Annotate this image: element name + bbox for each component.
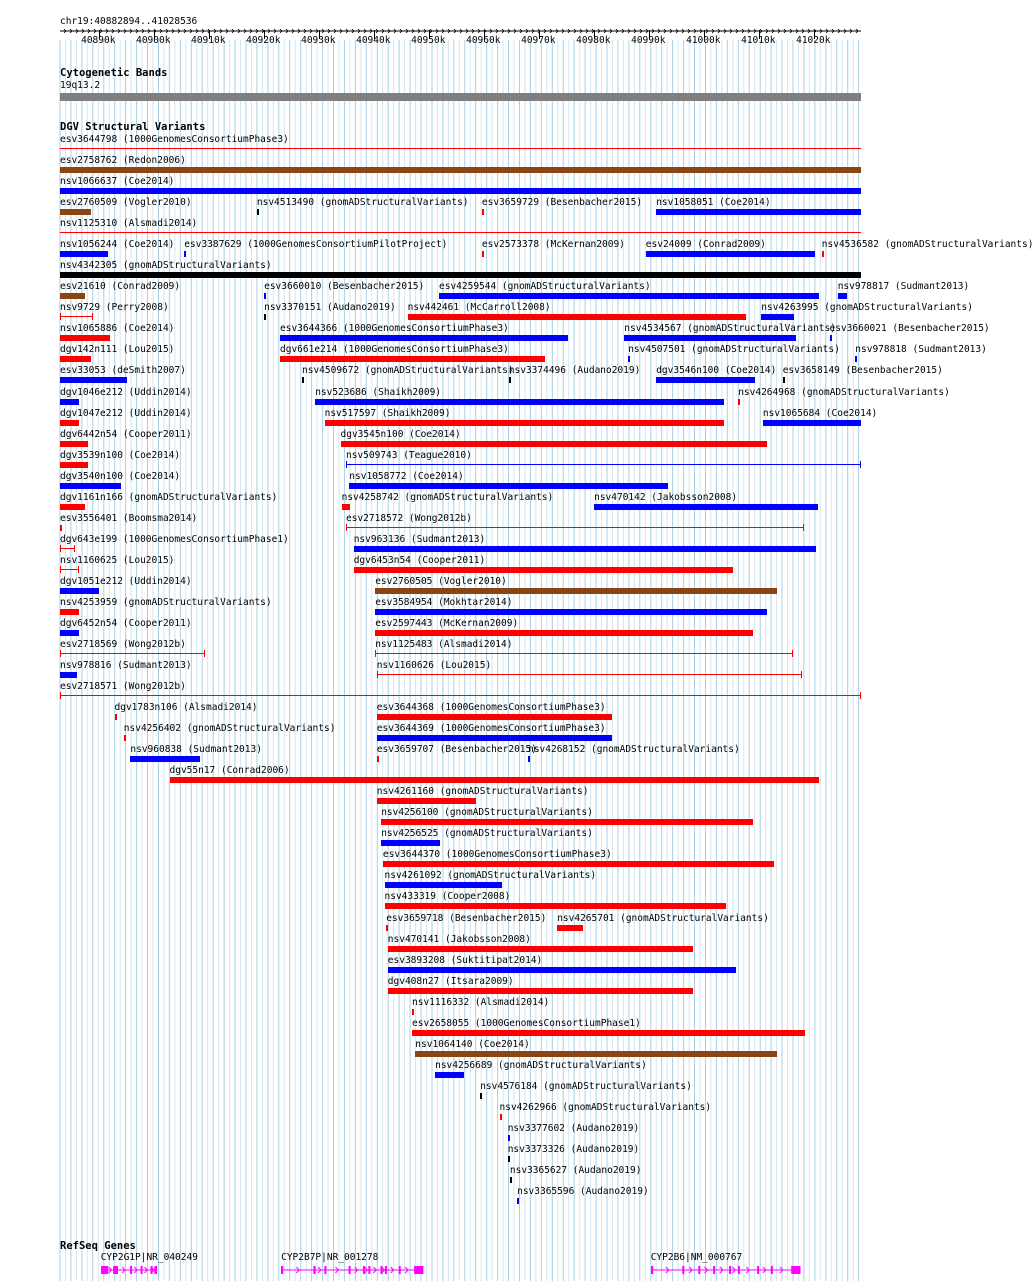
variant-label: dgv6442n54 (Cooper2011) xyxy=(60,428,192,440)
variant-label: esv3644370 (1000GenomesConsortiumPhase3) xyxy=(382,849,612,861)
variant-label: dgv1161n166 (gnomADStructuralVariants) xyxy=(60,491,278,503)
variant-bar[interactable] xyxy=(60,483,121,489)
variant-label: esv2718572 (Wong2012b) xyxy=(346,512,472,524)
variant-label: nsv4258742 (gnomADStructuralVariants) xyxy=(341,491,554,503)
variant-bar[interactable] xyxy=(528,756,530,762)
variant-bar[interactable] xyxy=(439,293,819,299)
variant-label: dgv6453n54 (Cooper2011) xyxy=(353,554,486,566)
gene-exon xyxy=(324,1266,326,1274)
gene-exon xyxy=(368,1266,370,1274)
gene-exon xyxy=(130,1266,132,1274)
variant-label: dgv643e199 (1000GenomesConsortiumPhase1) xyxy=(60,533,289,545)
variant-label: esv24009 (Conrad2009) xyxy=(645,239,766,251)
variant-bar[interactable] xyxy=(341,441,767,447)
variant-label: esv2758762 (Redon2006) xyxy=(60,155,186,166)
variant-bar[interactable] xyxy=(388,967,736,973)
variant-bar[interactable] xyxy=(482,209,484,215)
variant-label: nsv1058772 (Coe2014) xyxy=(349,470,464,482)
variant-bar[interactable] xyxy=(280,335,568,341)
variant-label: esv3556401 (Boomsma2014) xyxy=(60,512,198,524)
variant-label: nsv4256689 (gnomADStructuralVariants) xyxy=(435,1059,647,1071)
variant-bar[interactable] xyxy=(354,567,734,573)
variant-bar[interactable] xyxy=(412,1030,805,1036)
variant-label: esv3893208 (Suktitipat2014) xyxy=(387,954,543,966)
variant-bar[interactable] xyxy=(855,356,857,362)
variant-bar[interactable] xyxy=(375,630,753,636)
variant-label: esv33053 (deSmith2007) xyxy=(60,365,186,377)
variant-bar[interactable] xyxy=(264,314,266,320)
variant-bar[interactable] xyxy=(761,314,794,320)
variant-label: nsv4256402 (gnomADStructuralVariants) xyxy=(123,723,336,735)
variant-label: nsv4507501 (gnomADStructuralVariants) xyxy=(628,344,840,356)
variant-bar[interactable] xyxy=(60,356,91,362)
gene-exon xyxy=(154,1266,157,1274)
variant-label: nsv4253959 (gnomADStructuralVariants) xyxy=(60,596,272,608)
variant-bar[interactable] xyxy=(480,1093,482,1099)
variant-label: esv2597443 (McKernan2009) xyxy=(375,617,519,629)
gene-exon xyxy=(757,1266,759,1274)
variant-bar[interactable] xyxy=(500,1114,502,1120)
variant-label: esv3659707 (Besenbacher2015) xyxy=(376,744,537,756)
variant-bar[interactable] xyxy=(377,674,802,675)
variant-label: dgv3545n100 (Coe2014) xyxy=(340,428,461,440)
variant-bar[interactable] xyxy=(346,527,804,528)
variant-label: esv4259544 (gnomADStructuralVariants) xyxy=(439,281,651,293)
variant-bar[interactable] xyxy=(60,462,88,468)
variant-bar[interactable] xyxy=(388,988,693,994)
variant-label: esv3659729 (Besenbacher2015) xyxy=(481,197,643,209)
ruler-tick-label: 40930k xyxy=(301,35,336,46)
variant-bar[interactable] xyxy=(115,714,117,720)
variant-label: nsv523686 (Shaikh2009) xyxy=(315,386,442,398)
gene-exon xyxy=(140,1266,142,1274)
variant-bar[interactable] xyxy=(646,251,815,257)
variant-bar[interactable] xyxy=(375,653,792,654)
variant-label: nsv3374496 (Audano2019) xyxy=(508,365,641,377)
variant-bar[interactable] xyxy=(60,653,205,654)
gene-exon xyxy=(791,1266,800,1274)
variant-bar[interactable] xyxy=(60,209,91,215)
variant-label: esv3660021 (Besenbacher2015) xyxy=(829,323,990,335)
variant-label: nsv1065886 (Coe2014) xyxy=(60,323,175,335)
gene-exon xyxy=(414,1266,423,1274)
ruler-tick-label: 40990k xyxy=(631,35,666,46)
variant-label: nsv960838 (Sudmant2013) xyxy=(130,744,262,756)
variant-bar[interactable] xyxy=(415,1051,777,1057)
variant-label: nsv433319 (Cooper2008) xyxy=(384,891,511,903)
variant-bar[interactable] xyxy=(60,377,127,383)
variant-label: nsv3377602 (Audano2019) xyxy=(507,1122,640,1134)
gene-model[interactable] xyxy=(100,1263,160,1277)
variant-bar[interactable] xyxy=(377,714,612,720)
variant-bar[interactable] xyxy=(381,819,753,825)
variant-label: nsv1160626 (Lou2015) xyxy=(376,660,492,671)
variant-label: nsv4268152 (gnomADStructuralVariants) xyxy=(528,744,740,756)
cytoband-track-title: Cytogenetic Bands xyxy=(60,67,168,79)
variant-label: dgv1783n106 (Alsmadi2014) xyxy=(114,702,258,714)
gene-exon xyxy=(698,1266,700,1274)
variant-bar[interactable] xyxy=(375,609,767,615)
variant-bar[interactable] xyxy=(510,1177,512,1183)
variant-label: nsv978816 (Sudmant2013) xyxy=(60,660,192,671)
variant-bar[interactable] xyxy=(377,735,612,741)
variant-bar[interactable] xyxy=(838,293,847,299)
variant-bar[interactable] xyxy=(377,756,379,762)
variant-label: nsv4262966 (gnomADStructuralVariants) xyxy=(499,1101,712,1113)
ruler-tick-label: 40920k xyxy=(246,35,281,46)
variant-label: esv21610 (Conrad2009) xyxy=(60,281,181,293)
variant-label: nsv442461 (McCarroll2008) xyxy=(407,302,551,314)
variant-label: nsv1058051 (Coe2014) xyxy=(656,197,771,209)
variant-bar[interactable] xyxy=(60,609,79,615)
variant-bar[interactable] xyxy=(517,1198,519,1204)
variant-label: nsv470142 (Jakobsson2008) xyxy=(594,491,738,503)
variant-bar[interactable] xyxy=(594,504,818,510)
variant-label: nsv4536582 (gnomADStructuralVariants) xyxy=(821,239,1033,251)
variant-label: nsv1066637 (Coe2014) xyxy=(60,176,175,188)
variant-label: dgv1051e212 (Uddin2014) xyxy=(60,575,192,587)
variant-label: dgv408n27 (Itsara2009) xyxy=(387,975,514,987)
gene-exon xyxy=(651,1266,653,1274)
variant-label: dgv55n17 (Conrad2006) xyxy=(169,765,290,777)
variant-label: nsv4513490 (gnomADStructuralVariants) xyxy=(256,197,469,209)
variant-bar[interactable] xyxy=(60,399,79,405)
variant-bar[interactable] xyxy=(375,588,777,594)
variant-bar[interactable] xyxy=(60,569,79,570)
gene-exon xyxy=(682,1266,684,1274)
variant-bar[interactable] xyxy=(60,232,861,233)
variant-bar[interactable] xyxy=(60,548,75,549)
gene-exon xyxy=(281,1266,283,1274)
variant-label: dgv142n111 (Lou2015) xyxy=(60,344,175,356)
gene-exon xyxy=(729,1266,731,1274)
variant-bar[interactable] xyxy=(60,167,861,173)
variant-bar[interactable] xyxy=(385,903,726,909)
variant-label: dgv3540n100 (Coe2014) xyxy=(60,470,181,482)
gene-model[interactable] xyxy=(280,1263,426,1277)
variant-bar[interactable] xyxy=(280,356,545,362)
variant-label: nsv517597 (Shaikh2009) xyxy=(324,407,451,419)
variant-label: esv3644369 (1000GenomesConsortiumPhase3) xyxy=(376,723,606,735)
variant-label: nsv4261092 (gnomADStructuralVariants) xyxy=(384,870,597,882)
ruler-tick-label: 41000k xyxy=(686,35,721,46)
ruler-tick-label: 41020k xyxy=(796,35,831,46)
variant-bar[interactable] xyxy=(130,756,199,762)
variant-bar[interactable] xyxy=(315,399,724,405)
gene-model[interactable] xyxy=(650,1263,804,1277)
variant-bar[interactable] xyxy=(60,504,85,510)
variant-bar[interactable] xyxy=(482,251,484,257)
variant-label: nsv1125483 (Alsmadi2014) xyxy=(375,639,513,650)
variant-label: esv3644366 (1000GenomesConsortiumPhase3) xyxy=(280,323,509,335)
variant-bar[interactable] xyxy=(508,1156,510,1162)
variant-bar[interactable] xyxy=(783,377,785,383)
variant-bar[interactable] xyxy=(60,293,85,299)
variant-bar[interactable] xyxy=(656,377,754,383)
variant-label: nsv4263995 (gnomADStructuralVariants) xyxy=(761,302,973,314)
variant-bar[interactable] xyxy=(60,420,79,426)
variant-bar[interactable] xyxy=(435,1072,464,1078)
gene-exon xyxy=(363,1266,365,1274)
variant-bar[interactable] xyxy=(624,335,796,341)
variant-bar[interactable] xyxy=(738,399,740,405)
variant-label: nsv4534567 (gnomADStructuralVariants) xyxy=(624,323,836,335)
gene-exon xyxy=(101,1266,108,1274)
variant-bar[interactable] xyxy=(60,630,79,636)
variant-label: nsv4256525 (gnomADStructuralVariants) xyxy=(381,828,593,840)
variant-bar[interactable] xyxy=(412,1009,414,1015)
gene-exon xyxy=(313,1266,315,1274)
variant-label: nsv1116332 (Alsmadi2014) xyxy=(412,996,550,1008)
variant-label: dgv1046e212 (Uddin2014) xyxy=(60,386,192,398)
variant-label: nsv3365596 (Audano2019) xyxy=(517,1186,649,1197)
dgv-track-title: DGV Structural Variants xyxy=(60,121,206,133)
variant-bar[interactable] xyxy=(60,525,62,531)
gene-label: CYP2B7P|NR_001278 xyxy=(281,1252,379,1263)
variant-bar[interactable] xyxy=(184,251,186,257)
gene-exon xyxy=(738,1266,740,1274)
variant-bar[interactable] xyxy=(349,483,668,489)
variant-label: esv2718571 (Wong2012b) xyxy=(60,681,186,692)
variant-label: dgv3539n100 (Coe2014) xyxy=(60,449,181,461)
variant-label: nsv1056244 (Coe2014) xyxy=(60,239,175,251)
variant-label: esv3644368 (1000GenomesConsortiumPhase3) xyxy=(376,702,606,714)
variant-label: nsv4265701 (gnomADStructuralVariants) xyxy=(557,912,769,924)
variant-bar[interactable] xyxy=(354,546,817,552)
variant-bar[interactable] xyxy=(656,209,861,215)
variant-bar[interactable] xyxy=(385,882,502,888)
variant-bar[interactable] xyxy=(60,148,861,149)
variant-label: esv3659718 (Besenbacher2015) xyxy=(386,912,547,924)
variant-label: nsv963136 (Sudmant2013) xyxy=(353,533,486,545)
variant-bar[interactable] xyxy=(124,735,126,741)
variant-label: esv2718569 (Wong2012b) xyxy=(60,639,186,650)
gene-exon xyxy=(771,1266,773,1274)
variant-label: nsv3373326 (Audano2019) xyxy=(507,1143,640,1155)
ruler-tick-label: 40970k xyxy=(521,35,556,46)
variant-bar[interactable] xyxy=(60,188,861,194)
variant-bar[interactable] xyxy=(170,777,819,783)
variant-label: esv2573378 (McKernan2009) xyxy=(481,239,625,251)
variant-label: esv2760509 (Vogler2010) xyxy=(60,197,192,209)
variant-bar[interactable] xyxy=(264,293,266,299)
variant-label: esv3660010 (Besenbacher2015) xyxy=(264,281,425,293)
variant-label: nsv4342305 (gnomADStructuralVariants) xyxy=(60,260,272,272)
variant-bar[interactable] xyxy=(408,314,746,320)
variant-label: nsv4509672 (gnomADStructuralVariants) xyxy=(302,365,514,377)
variant-label: esv3644798 (1000GenomesConsortiumPhase3) xyxy=(60,134,289,145)
variant-bar[interactable] xyxy=(763,420,861,426)
variant-label: esv3584954 (Mokhtar2014) xyxy=(375,596,513,608)
gene-exon xyxy=(349,1266,351,1274)
cytoband-label: 19q13.2 xyxy=(60,80,101,91)
variant-bar[interactable] xyxy=(302,377,304,383)
variant-bar[interactable] xyxy=(60,272,861,278)
variant-bar[interactable] xyxy=(508,1135,510,1141)
variant-label: dgv3546n100 (Coe2014) xyxy=(656,365,777,377)
variant-bar[interactable] xyxy=(60,441,88,447)
gene-exon xyxy=(713,1266,715,1274)
variant-bar[interactable] xyxy=(557,925,583,931)
variant-label: nsv4261160 (gnomADStructuralVariants) xyxy=(376,786,589,798)
gene-label: CYP2B6|NM_000767 xyxy=(650,1252,743,1263)
variant-bar[interactable] xyxy=(830,335,832,341)
variant-bar[interactable] xyxy=(346,464,861,465)
ruler-tick-label: 40980k xyxy=(576,35,611,46)
variant-label: nsv1065684 (Coe2014) xyxy=(762,407,878,419)
variant-bar[interactable] xyxy=(381,840,440,846)
ruler-tick-label: 40960k xyxy=(466,35,501,46)
ruler-tick-label: 40900k xyxy=(136,35,171,46)
variant-bar[interactable] xyxy=(388,946,693,952)
variant-label: nsv9729 (Perry2008) xyxy=(60,302,169,314)
variant-label: dgv1047e212 (Uddin2014) xyxy=(60,407,192,419)
variant-label: nsv4576184 (gnomADStructuralVariants) xyxy=(480,1080,692,1092)
variant-bar[interactable] xyxy=(60,316,93,317)
gene-exon xyxy=(113,1266,118,1274)
variant-label: dgv661e214 (1000GenomesConsortiumPhase3) xyxy=(280,344,509,356)
variant-bar[interactable] xyxy=(60,672,77,678)
variant-label: nsv1125310 (Alsmadi2014) xyxy=(60,218,198,230)
region-label: chr19:40882894..41028536 xyxy=(60,16,198,27)
variant-bar[interactable] xyxy=(386,925,388,931)
variant-bar[interactable] xyxy=(60,588,99,594)
gene-exon xyxy=(381,1266,383,1274)
variant-label: esv2760505 (Vogler2010) xyxy=(375,575,507,587)
cytoband-bar[interactable] xyxy=(60,93,861,101)
ruler-tick-label: 41010k xyxy=(741,35,776,46)
variant-label: nsv1064140 (Coe2014) xyxy=(415,1038,530,1050)
ruler-tick-label: 40940k xyxy=(356,35,391,46)
variant-bar[interactable] xyxy=(342,504,350,510)
variant-label: nsv470141 (Jakobsson2008) xyxy=(387,933,531,945)
variant-bar[interactable] xyxy=(822,251,824,257)
variant-label: nsv3365627 (Audano2019) xyxy=(509,1165,642,1176)
variant-label: esv3658149 (Besenbacher2015) xyxy=(782,365,943,377)
variant-label: nsv509743 (Teague2010) xyxy=(346,449,472,461)
gene-exon xyxy=(385,1266,387,1274)
ruler-tick-label: 40950k xyxy=(411,35,446,46)
variant-label: dgv6452n54 (Cooper2011) xyxy=(60,617,192,629)
variant-bar[interactable] xyxy=(383,861,775,867)
ruler-tick-label: 40910k xyxy=(191,35,226,46)
variant-bar[interactable] xyxy=(509,377,511,383)
refseq-track-title: RefSeq Genes xyxy=(60,1240,136,1252)
variant-label: nsv1160625 (Lou2015) xyxy=(60,554,175,566)
variant-label: esv3387629 (1000GenomesConsortiumPilotProject) xyxy=(184,239,448,251)
variant-bar[interactable] xyxy=(60,251,108,257)
ruler-tick-label: 40890k xyxy=(81,35,116,46)
variant-bar[interactable] xyxy=(325,420,724,426)
gene-exon xyxy=(399,1266,401,1274)
variant-bar[interactable] xyxy=(628,356,630,362)
variant-bar[interactable] xyxy=(60,335,110,341)
variant-bar[interactable] xyxy=(377,798,476,804)
variant-label: nsv978817 (Sudmant2013) xyxy=(837,281,970,293)
variant-label: esv2658055 (1000GenomesConsortiumPhase1) xyxy=(412,1017,641,1029)
variant-label: nsv3370151 (Audano2019) xyxy=(264,302,396,314)
variant-bar[interactable] xyxy=(257,209,259,215)
variant-label: nsv4264968 (gnomADStructuralVariants) xyxy=(738,386,950,398)
gene-label: CYP2G1P|NR_040249 xyxy=(100,1252,198,1263)
variant-label: nsv978818 (Sudmant2013) xyxy=(855,344,987,356)
variant-label: nsv4256100 (gnomADStructuralVariants) xyxy=(381,807,593,819)
variant-bar[interactable] xyxy=(60,695,861,696)
gene-exon xyxy=(150,1266,152,1274)
